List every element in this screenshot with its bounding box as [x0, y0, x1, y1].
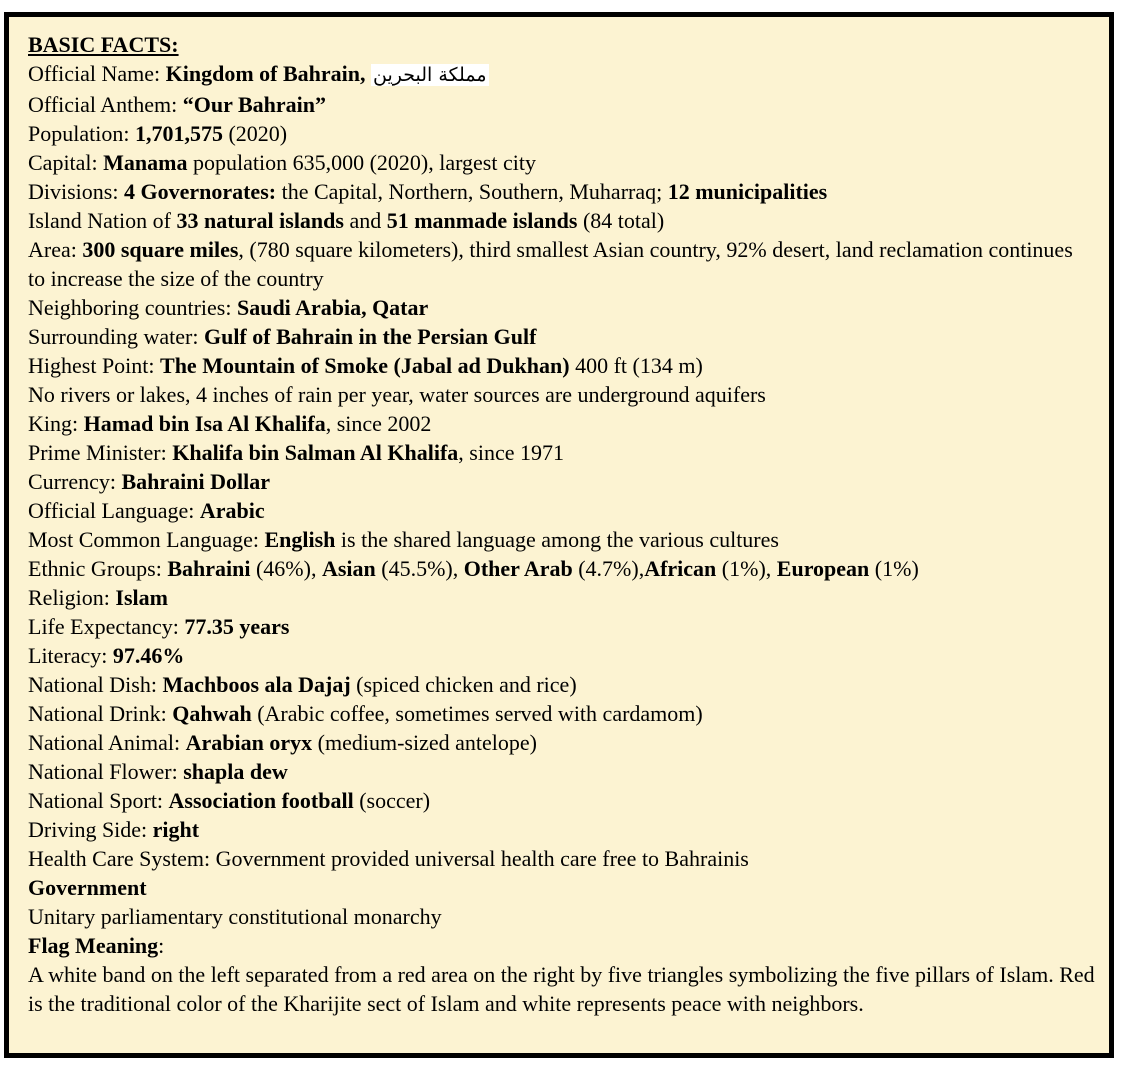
- fact-national-sport: National Sport: Association football (soccer): [28, 788, 431, 813]
- fact-divisions: Divisions: 4 Governorates: the Capital, Northern, Southern, Muharraq; 12 municipalities: [28, 179, 828, 204]
- fact-common-language: Most Common Language: English is the shared language among the various cultures: [28, 527, 779, 552]
- fact-area: Area: 300 square miles, (780 square kilometers), third smallest Asian country, 92% desert, land reclamation continues to increase the size of the country: [28, 237, 1073, 291]
- basic-facts-box: [4, 12, 1114, 1058]
- fact-life-expectancy: Life Expectancy: 77.35 years: [28, 614, 290, 639]
- fact-prime-minister: Prime Minister: Khalifa bin Salman Al Khalifa, since 1971: [28, 440, 564, 465]
- fact-rivers: No rivers or lakes, 4 inches of rain per year, water sources are underground aquifers: [28, 382, 766, 407]
- fact-national-animal: National Animal: Arabian oryx (medium-sized antelope): [28, 730, 537, 755]
- fact-anthem: Official Anthem: “Our Bahrain”: [28, 92, 327, 117]
- fact-driving-side: Driving Side: right: [28, 817, 200, 842]
- fact-official-name: Official Name: Kingdom of Bahrain, مملكة البحرين: [28, 61, 487, 86]
- government-heading: Government: [28, 875, 147, 900]
- fact-neighbors: Neighboring countries: Saudi Arabia, Qatar: [28, 295, 429, 320]
- government-text: Unitary parliamentary constitutional monarchy: [28, 904, 442, 929]
- arabic-name: مملكة البحرين: [373, 64, 487, 86]
- fact-health-care: Health Care System: Government provided universal health care free to Bahrainis: [28, 846, 749, 871]
- fact-national-drink: National Drink: Qahwah (Arabic coffee, sometimes served with cardamom): [28, 701, 703, 726]
- fact-capital: Capital: Manama population 635,000 (2020), largest city: [28, 150, 536, 175]
- fact-population: Population: 1,701,575 (2020): [28, 121, 288, 146]
- fact-national-flower: National Flower: shapla dew: [28, 759, 288, 784]
- fact-official-language: Official Language: Arabic: [28, 498, 265, 523]
- fact-ethnic-groups: Ethnic Groups: Bahraini (46%), Asian (45.5%), Other Arab (4.7%),African (1%), European (1%): [28, 556, 919, 581]
- fact-currency: Currency: Bahraini Dollar: [28, 469, 270, 494]
- flag-heading: Flag Meaning:: [28, 933, 165, 958]
- facts-content: [28, 30, 1095, 1018]
- section-title: BASIC FACTS:: [28, 32, 179, 57]
- fact-national-dish: National Dish: Machboos ala Dajaj (spiced chicken and rice): [28, 672, 577, 697]
- fact-religion: Religion: Islam: [28, 585, 168, 610]
- fact-highest-point: Highest Point: The Mountain of Smoke (Jabal ad Dukhan) 400 ft (134 m): [28, 353, 703, 378]
- flag-meaning-text: A white band on the left separated from a red area on the right by five triangles symbolizing the five pillars of Islam. Red is the traditional color of the Kharijite sect of Islam and white represents peace with neighbors.: [28, 962, 1095, 1016]
- fact-water: Surrounding water: Gulf of Bahrain in the Persian Gulf: [28, 324, 537, 349]
- fact-islands: Island Nation of 33 natural islands and 51 manmade islands (84 total): [28, 208, 665, 233]
- fact-literacy: Literacy: 97.46%: [28, 643, 185, 668]
- fact-king: King: Hamad bin Isa Al Khalifa, since 2002: [28, 411, 432, 436]
